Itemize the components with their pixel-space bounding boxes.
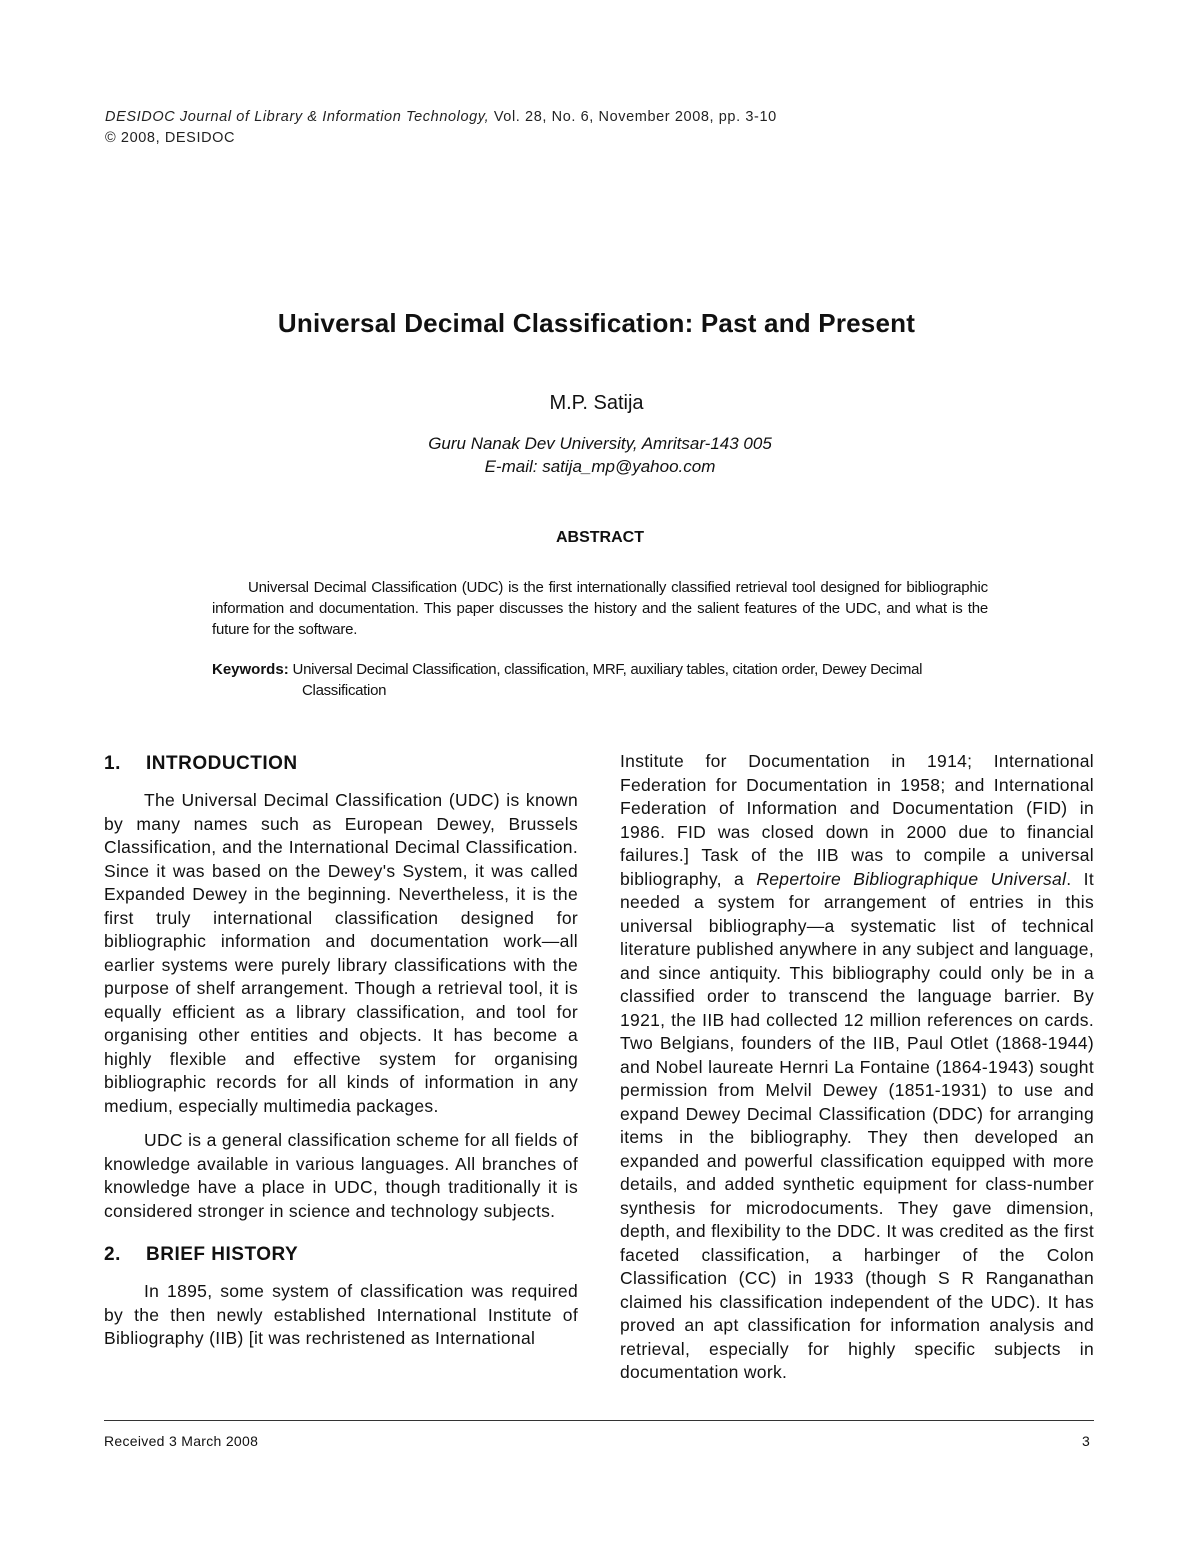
- keywords-list-continued: Classification: [302, 682, 387, 699]
- right-column: [620, 750, 1094, 1385]
- intro-paragraph-1: The Universal Decimal Classification (UDC) is known by many names such as European Dewey, Brussels Classification, and the International Decimal Classification. Since it was based on the Dewey's System, it was called Expanded Dewey in the beginning. Nevertheless, it is the first truly international classification designed for bibliographic information and documentation work—all earlier systems were purely library classifications with the purpose of shelf arrangement. Though a retrieval tool, it is equally efficient as a library classification, and tool for organising other entities and objects. It has become a highly flexible and effective system for organising bibliographic records for all kinds of information in any medium, especially multimedia packages.: [104, 790, 578, 1116]
- footer-divider: [104, 1420, 1094, 1421]
- article-title: Universal Decimal Classification: Past and Present: [277, 308, 916, 338]
- history-paragraph-1-continued: [620, 750, 1094, 1385]
- journal-issue: Vol. 28, No. 6, November 2008, pp. 3-10: [489, 109, 777, 125]
- history-text-a: Institute for Documentation in 1914; International Federation for Documentation in 1958; and International Federation of Information and Documentation (FID) in 1986. FID was closed down in 2000 due to financial failures.] Task of the IIB was to compile a universal bibliography, a: [620, 751, 1094, 889]
- history-italic-title: Repertoire Bibliographique Universal: [756, 868, 1067, 889]
- author-affiliation: [0, 432, 1200, 478]
- keywords-label: Keywords:: [212, 661, 289, 678]
- page-number: 3: [1082, 1433, 1090, 1449]
- journal-name: DESIDOC Journal of Library & Information Technology,: [105, 109, 490, 125]
- history-text-b: . It needed a system for arrangement of entries in this universal bibliography—a systematic list of technical literature published anywhere in any subject and language, and since antiquity. This bibliography could only be in a classified order to transcend the language barrier. By 1921, the IIB had collected 12 million references on cards. Two Belgians, founders of the IIB, Paul Otlet (1868-1944) and Nobel laureate Hernri La Fontaine (1864-1943) sought permission from Melvil Dewey (1851-1931) to use and expand Dewey Decimal Classification (DDC) for arranging items in the bibliography. They then developed an expanded and powerful classification equipped with more details, and added synthetic equipment for class-number synthesis for microdocuments. They gave dimension, depth, and flexibility to the DDC. It was credited as the first faceted classification, a harbinger of the Colon Classification (CC) in 1933 (though S R Ranganathan claimed his classification independent of the UDC). It has proved an apt classification for information analysis and retrieval, especially for highly specific subjects in documentation work.: [620, 868, 1094, 1382]
- journal-citation: [105, 107, 1105, 149]
- section-number: 1.: [104, 753, 121, 774]
- section-number: 2.: [104, 1244, 121, 1265]
- history-paragraph-1: In 1895, some system of classification was required by the then newly established International Institute of Bibliography (IIB) [it was rechristened as International: [104, 1281, 578, 1348]
- section-title: BRIEF HISTORY: [146, 1244, 299, 1265]
- section-title: INTRODUCTION: [146, 753, 298, 774]
- left-column: [104, 750, 578, 1362]
- author-email[interactable]: E-mail: satija_mp@yahoo.com: [484, 457, 716, 476]
- copyright: © 2008, DESIDOC: [105, 130, 236, 146]
- author-name: M.P. Satija: [549, 392, 644, 414]
- intro-paragraph-2: UDC is a general classification scheme for all fields of knowledge available in various languages. All branches of knowledge have a place in UDC, though traditionally it is considered stronger in science and technology subjects.: [104, 1130, 578, 1221]
- received-date: Received 3 March 2008: [104, 1433, 259, 1449]
- section-heading-brief-history: [104, 1241, 578, 1269]
- keywords: [212, 659, 988, 701]
- affiliation-line: Guru Nanak Dev University, Amritsar-143 005: [428, 434, 772, 453]
- abstract-heading: ABSTRACT: [556, 529, 644, 546]
- keywords-list: Universal Decimal Classification, classification, MRF, auxiliary tables, citation order, Dewey Decimal: [288, 661, 923, 678]
- section-heading-introduction: [104, 750, 578, 778]
- abstract-text: Universal Decimal Classification (UDC) is the first internationally classified retrieval tool designed for bibliographic information and documentation. This paper discusses the history and the salient features of the UDC, and what is the future for the software.: [212, 579, 988, 638]
